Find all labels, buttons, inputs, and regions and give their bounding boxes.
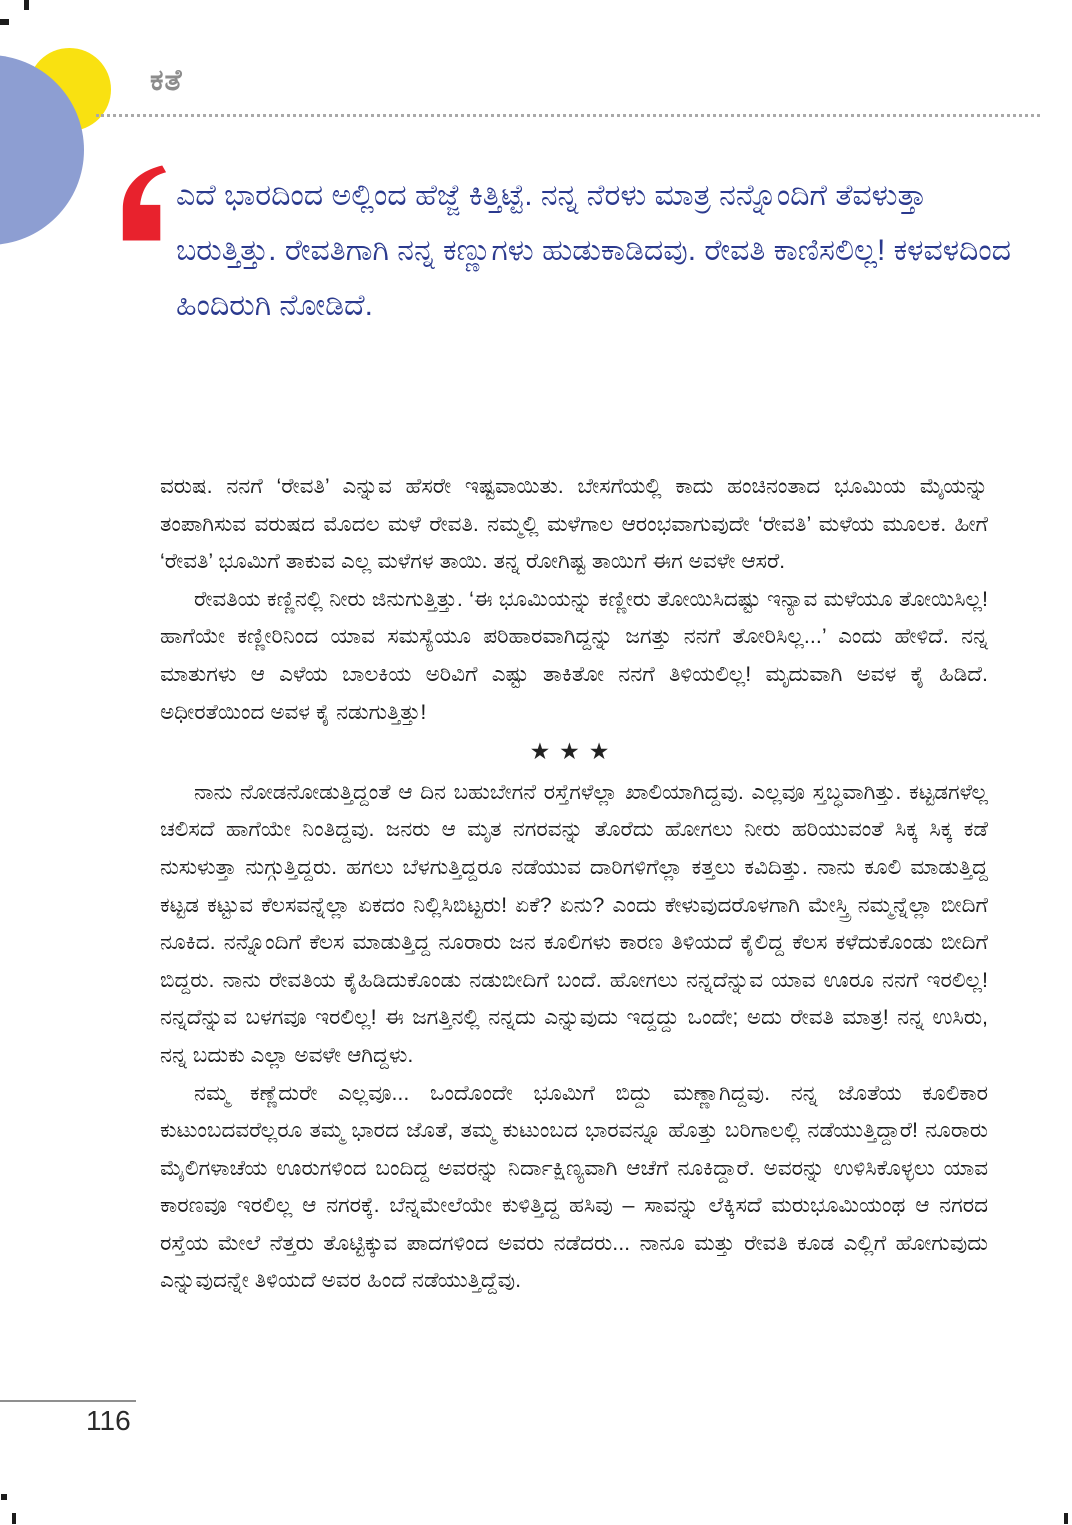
- story-paragraph: ವರುಷ. ನನಗೆ ‘ರೇವತಿ’ ಎನ್ನುವ ಹೆಸರೇ ಇಷ್ಟವಾಯಿತು. ಬೇಸಗೆಯಲ್ಲಿ ಕಾದು ಹಂಚಿನಂತಾದ ಭೂಮಿಯ ಮೈಯನ್ನು ತಂಪಾಗಿಸುವ ವರುಷದ ಮೊದಲ ಮಳೆ ರೇವತಿ. ನಮ್ಮಲ್ಲಿ ಮಳೆಗಾಲ ಆರಂಭವಾಗುವುದೇ ‘ರೇವತಿ’ ಮಳೆಯ ಮೂಲಕ. ಹೀಗೆ ‘ರೇವತಿ’ ಭೂಮಿಗೆ ತಾಕುವ ಎಲ್ಲ ಮಳೆಗಳ ತಾಯಿ. ತನ್ನ ರೋಗಿಷ್ಟ ತಾಯಿಗೆ ಈಗ ಅವಳೇ ಆಸರೆ.: [160, 474, 988, 574]
- section-label: ಕತೆ: [150, 64, 183, 97]
- dotted-rule: [96, 114, 1040, 117]
- crop-mark-top-left-tick: [24, 0, 29, 10]
- story-paragraph: ರೇವತಿಯ ಕಣ್ಣಿನಲ್ಲಿ ನೀರು ಜಿನುಗುತ್ತಿತ್ತು. ‘ಈ ಭೂಮಿಯನ್ನು ಕಣ್ಣೀರು ತೋಯಿಸಿದಷ್ಟು ಇನ್ಯಾವ ಮಳೆಯೂ ತೋಯಿಸಿಲ್ಲ! ಹಾಗೆಯೇ ಕಣ್ಣೀರಿನಿಂದ ಯಾವ ಸಮಸ್ಯೆಯೂ ಪರಿಹಾರವಾಗಿದ್ದನ್ನು ಜಗತ್ತು ನನಗೆ ತೋರಿಸಿಲ್ಲ...’ ಎಂದು ಹೇಳಿದೆ. ನನ್ನ ಮಾತುಗಳು ಆ ಎಳೆಯ ಬಾಲಕಿಯ ಅರಿವಿಗೆ ಎಷ್ಟು ತಾಕಿತೋ ನನಗೆ ತಿಳಿಯಲಿಲ್ಲ! ಮೃದುವಾಗಿ ಅವಳ ಕೈ ಹಿಡಿದೆ. ಅಧೀರತೆಯಿಂದ ಅವಳ ಕೈ ನಡುಗುತ್ತಿತ್ತು!: [160, 586, 988, 724]
- star-separator: ★★★: [529, 738, 619, 765]
- story-paragraph: ನಾನು ನೋಡನೋಡುತ್ತಿದ್ದಂತೆ ಆ ದಿನ ಬಹುಬೇಗನೆ ರಸ್ತೆಗಳೆಲ್ಲಾ ಖಾಲಿಯಾಗಿದ್ದವು. ಎಲ್ಲವೂ ಸ್ತಬ್ಧವಾಗಿತ್ತು. ಕಟ್ಟಡಗಳೆಲ್ಲ ಚಲಿಸದೆ ಹಾಗೆಯೇ ನಿಂತಿದ್ದವು. ಜನರು ಆ ಮೃತ ನಗರವನ್ನು ತೊರೆದು ಹೋಗಲು ನೀರು ಹರಿಯುವಂತೆ ಸಿಕ್ಕ ಸಿಕ್ಕ ಕಡೆ ನುಸುಳುತ್ತಾ ನುಗ್ಗುತ್ತಿದ್ದರು. ಹಗಲು ಬೆಳಗುತ್ತಿದ್ದರೂ ನಡೆಯುವ ದಾರಿಗಳಿಗೆಲ್ಲಾ ಕತ್ತಲು ಕವಿದಿತ್ತು. ನಾನು ಕೂಲಿ ಮಾಡುತ್ತಿದ್ದ ಕಟ್ಟಡ ಕಟ್ಟುವ ಕೆಲಸವನ್ನೆಲ್ಲಾ ಏಕದಂ ನಿಲ್ಲಿಸಿಬಿಟ್ಟರು! ಏಕೆ? ಏನು? ಎಂದು ಕೇಳುವುದರೊಳಗಾಗಿ ಮೇಸ್ತ್ರಿ ನಮ್ಮನ್ನೆಲ್ಲಾ ಬೀದಿಗೆ ನೂಕಿದ. ನನ್ನೊಂದಿಗೆ ಕೆಲಸ ಮಾಡುತ್ತಿದ್ದ ನೂರಾರು ಜನ ಕೂಲಿಗಳು ಕಾರಣ ತಿಳಿಯದೆ ಕೈಲಿದ್ದ ಕೆಲಸ ಕಳೆದುಕೊಂಡು ಬೀದಿಗೆ ಬಿದ್ದರು. ನಾನು ರೇವತಿಯ ಕೈಹಿಡಿದುಕೊಂಡು ನಡುಬೀದಿಗೆ ಬಂದೆ. ಹೋಗಲು ನನ್ನದೆನ್ನುವ ಯಾವ ಊರೂ ನನಗೆ ಇರಲಿಲ್ಲ! ನನ್ನದೆನ್ನುವ ಬಳಗವೂ ಇರಲಿಲ್ಲ! ಈ ಜಗತ್ತಿನಲ್ಲಿ ನನ್ನದು ಎನ್ನುವುದು ಇದ್ದದ್ದು ಒಂದೇ; ಅದು ರೇವತಿ ಮಾತ್ರ! ನನ್ನ ಉಸಿರು, ನನ್ನ ಬದುಕು ಎಲ್ಲಾ ಅವಳೇ ಆಗಿದ್ದಳು.: [160, 779, 988, 1067]
- pull-quote-text: ಎದೆ ಭಾರದಿಂದ ಅಲ್ಲಿಂದ ಹೆಜ್ಜೆ ಕಿತ್ತಿಟ್ಟೆ. ನನ್ನ ನೆರಳು ಮಾತ್ರ ನನ್ನೊಂದಿಗೆ ತೆವಳುತ್ತಾ ಬರುತ್ತಿತ್ತು. ರೇವತಿಗಾಗಿ ನನ್ನ ಕಣ್ಣುಗಳು ಹುಡುಕಾಡಿದವು. ರೇವತಿ ಕಾಣಿಸಲಿಲ್ಲ! ಕಳವಳದಿಂದ ಹಿಂದಿರುಗಿ ನೋಡಿದೆ.: [176, 179, 1012, 322]
- page-number: 116: [86, 1405, 131, 1436]
- crop-mark-bottom-left-dot: [1, 1494, 7, 1500]
- folio-rule: [0, 1400, 136, 1402]
- crop-mark-bottom-left-tick: [12, 1513, 16, 1524]
- crop-mark-bottom-right-tick: [1064, 1513, 1068, 1524]
- opening-quote-icon: [118, 163, 168, 241]
- crop-mark-left-dash: [0, 19, 9, 25]
- story-body: [160, 468, 988, 1300]
- story-paragraph: ನಮ್ಮ ಕಣ್ಣೆದುರೇ ಎಲ್ಲವೂ... ಒಂದೊಂದೇ ಭೂಮಿಗೆ ಬಿದ್ದು ಮಣ್ಣಾಗಿದ್ದವು. ನನ್ನ ಜೊತೆಯ ಕೂಲಿಕಾರ ಕುಟುಂಬದವರೆಲ್ಲರೂ ತಮ್ಮ ಭಾರದ ಜೊತೆ, ತಮ್ಮ ಕುಟುಂಬದ ಭಾರವನ್ನೂ ಹೊತ್ತು ಬರಿಗಾಲಲ್ಲಿ ನಡೆಯುತ್ತಿದ್ದಾರೆ! ನೂರಾರು ಮೈಲಿಗಳಾಚೆಯ ಊರುಗಳಿಂದ ಬಂದಿದ್ದ ಅವರನ್ನು ನಿರ್ದಾಕ್ಷಿಣ್ಯವಾಗಿ ಆಚೆಗೆ ನೂಕಿದ್ದಾರೆ. ಅವರನ್ನು ಉಳಿಸಿಕೊಳ್ಳಲು ಯಾವ ಕಾರಣವೂ ಇರಲಿಲ್ಲ ಆ ನಗರಕ್ಕೆ. ಬೆನ್ನಮೇಲೆಯೇ ಕುಳಿತ್ತಿದ್ದ ಹಸಿವು – ಸಾವನ್ನು ಲೆಕ್ಕಿಸದೆ ಮರುಭೂಮಿಯಂಥ ಆ ನಗರದ ರಸ್ತೆಯ ಮೇಲೆ ನೆತ್ತರು ತೊಟ್ಟಿಕ್ಕುವ ಪಾದಗಳಿಂದ ಅವರು ನಡೆದರು... ನಾನೂ ಮತ್ತು ರೇವತಿ ಕೂಡ ಎಲ್ಲಿಗೆ ಹೋಗುವುದು ಎನ್ನುವುದನ್ನೇ ತಿಳಿಯದೆ ಅವರ ಹಿಂದೆ ನಡೆಯುತ್ತಿದ್ದೆವು.: [160, 1080, 988, 1293]
